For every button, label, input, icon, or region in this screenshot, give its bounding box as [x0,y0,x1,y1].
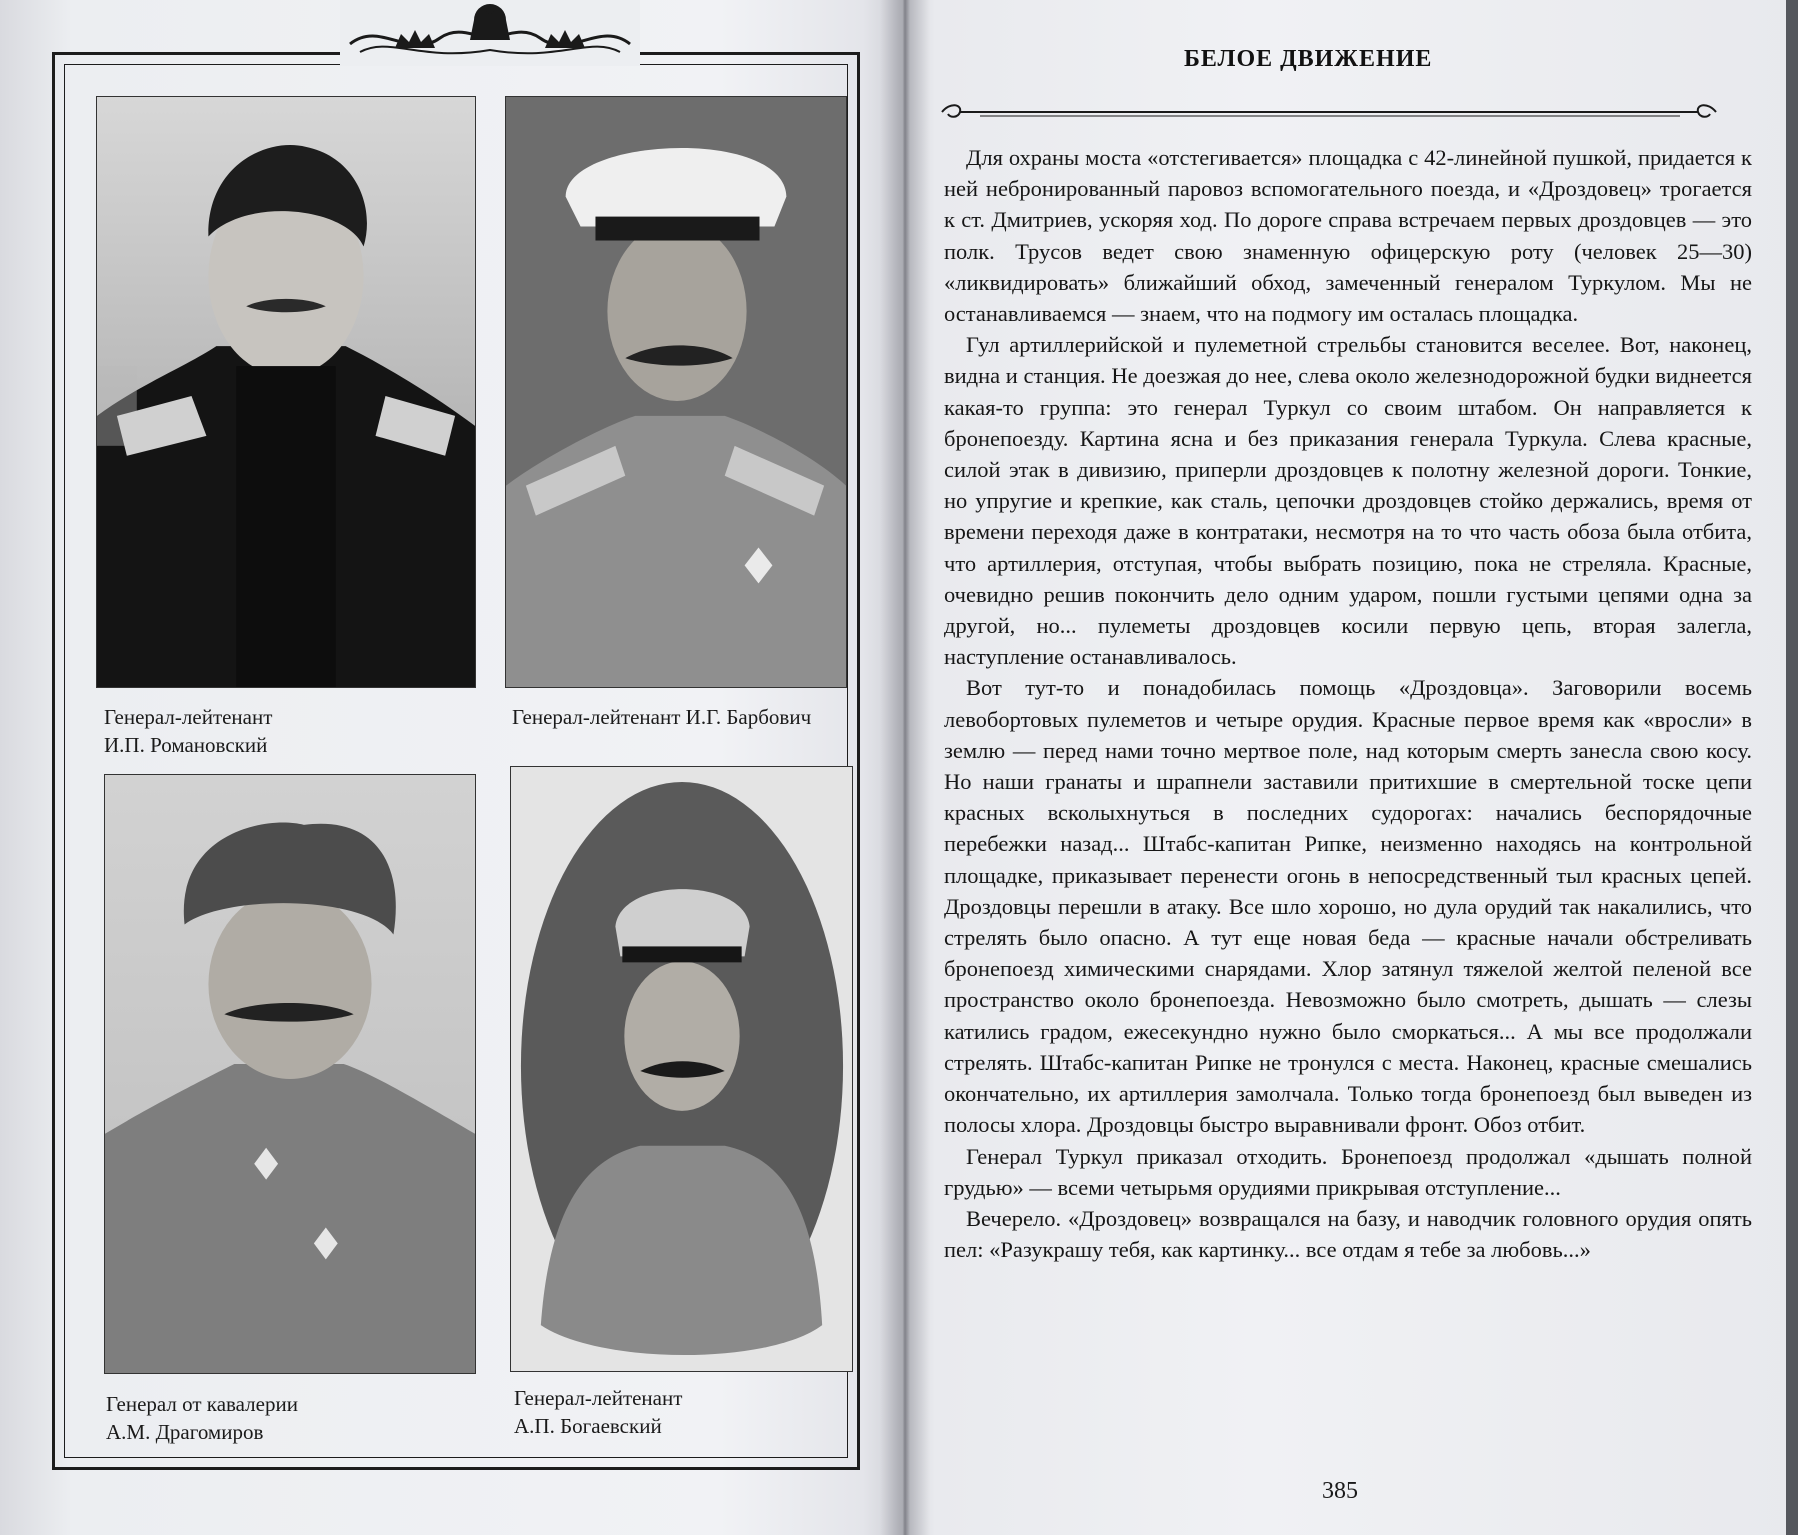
portrait-photo-romanovsky [96,96,476,688]
photo-caption-3 [106,1390,298,1446]
paragraph: Для охраны моста «отстегивается» площадка с 42-линейной пушкой, придается к ней небронированный паровоз вспомогательного поезда, и «Дроздовец» трогается к ст. Дмитриев, ускоряя ход. По дороге справа встречаем первых дроздовцев — это полк. Трусов ведет свою знаменную офицерскую роту (человек 25—30) «ликвидировать» ближайший обход, замеченный генералом Туркулом. Мы не останавливаемся — знаем, что на подмогу им осталась площадка. [944,145,1752,327]
portrait-photo-barbovich [505,96,847,688]
body-text [944,142,1752,1265]
photo-caption-4 [514,1384,682,1440]
paragraph: Вот тут-то и понадобилась помощь «Дроздовца». Заговорили восемь левобортовых пулеметов и четыре орудия. Красные первое время как «вросли» в землю — перед нами точно мертвое поле, над которым смерть занесла свою косу. Но наши гранаты и шрапнели заставили притихшие в смертельной тоске цепи красных всколыхнуться в последних судорогах: начались беспорядочные перебежки назад... Штабс-капитан Рипке, неизменно находясь на контрольной площадке, приказывает перенести огонь в непосредственный тыл красных цепей. Дроздовцы перешли в атаку. Все шло хорошо, но дула орудий так накалились, что стрелять было опасно. А тут еще новая беда — красные начали обстреливать бронепоезд химическими снарядами. Хлор затянул тяжелой желтой пеленой все пространство около бронепоезда. Невозможно было смотреть, дышать — слезы катились градом, ежесекундно нужно было сморкаться... А мы все продолжали стрелять. Штабс-капитан Рипке не тронулся с места. Наконец, красные смешались окончательно, их артиллерия замолчала. Только тогда бронепоезд был выведен из полосы хлора. Дроздовцы быстро выравнивали фронт. Обоз отбит. [944,675,1752,1138]
caption-line: А.М. Драгомиров [106,1420,264,1444]
book-gutter [880,0,930,1535]
caption-line: А.П. Богаевский [514,1414,662,1438]
crown-ornament-icon [340,0,640,66]
portrait-photo-bogaevsky [510,766,853,1372]
paragraph: Вечерело. «Дроздовец» возвращался на базу, и наводчик головного орудия опять пел: «Разукрашу тебя, как картинку... все отдам я тебе за любовь...» [944,1205,1752,1263]
page-number: 385 [1322,1478,1358,1504]
header-rule-ornament-icon [940,100,1718,122]
caption-line: Генерал от кавалерии [106,1392,298,1416]
caption-line: Генерал-лейтенант И.Г. Барбович [512,705,812,729]
page-edge [1786,0,1798,1535]
portrait-photo-dragomirov [104,774,476,1374]
photo-caption-1 [104,703,272,759]
paragraph: Генерал Туркул приказал отходить. Бронепоезд продолжал «дышать полной грудью» — всеми четырьмя орудиями прикрывая отступление... [944,1143,1752,1200]
paragraph: Гул артиллерийской и пулеметной стрельбы становится веселее. Вот, наконец, видна и станция. Не доезжая до нее, слева около железнодорожной будки виднеется какая-то группа: это генерал Туркул со своим штабом. Он направляется к бронепоезду. Картина ясна и без приказания генерала Туркула. Слева красные, силой этак в дивизию, приперли дроздовцев к полотну железной дороги. Тонкие, но упругие и крепкие, как сталь, цепочки дроздовцев стойко держались, время от времени переходя даже в контратаки, несмотря на то что часть обоза была отбита, что артиллерия, отступая, чтобы выбрать позицию, пока не стреляла. Красные, очевидно решив покончить дело одним ударом, пошли густыми цепями одна за другой, но... пулеметы дроздовцев косили первую цепь, вторая залегла, наступление останавливалось. [944,332,1752,670]
running-head: БЕЛОЕ ДВИЖЕНИЕ [1184,46,1433,72]
photo-caption-2 [512,703,811,731]
caption-line: И.П. Романовский [104,733,268,757]
caption-line: Генерал-лейтенант [104,705,273,729]
caption-line: Генерал-лейтенант [514,1386,683,1410]
